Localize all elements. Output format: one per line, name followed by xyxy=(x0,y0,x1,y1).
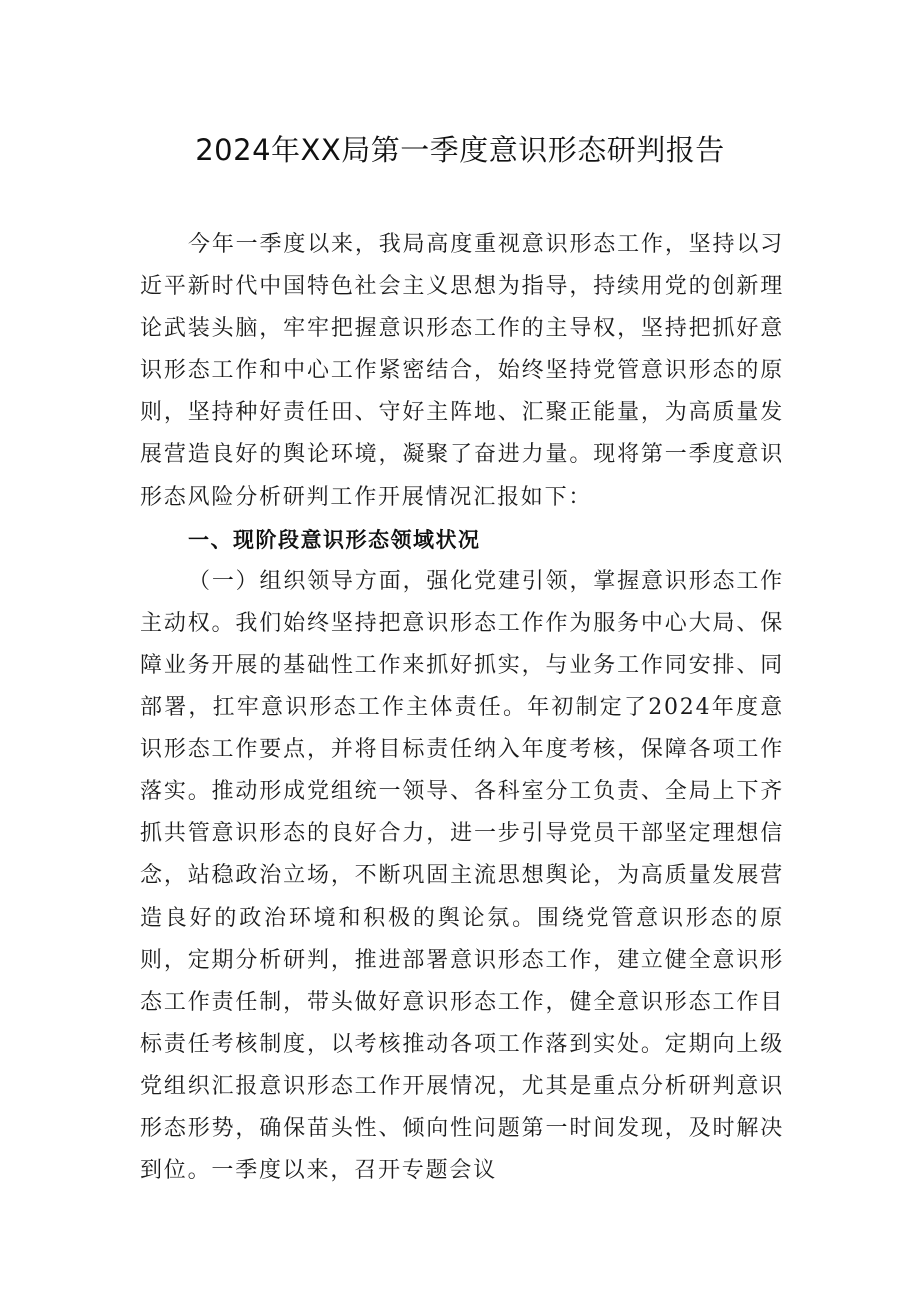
section-heading: 一、现阶段意识形态领域状况 xyxy=(188,527,481,552)
intro-paragraph: 今年一季度以来，我局高度重视意识形态工作，坚持以习近平新时代中国特色社会主义思想为指导，持续用党的创新理论武装头脑，牢牢把握意识形态工作的主导权，坚持把抓好意识形态工作和中心工作紧密结合，始终坚持党管意识形态的原则，坚持种好责任田、守好主阵地、汇聚正能量，为高质量发展营造良好的舆论环境，凝聚了奋进力量。现将第一季度意识形态风险分析研判工作开展情况汇报如下： xyxy=(140,232,784,510)
section-paragraph: （一）组织领导方面，强化党建引领，掌握意识形态工作主动权。我们始终坚持把意识形态工作作为服务中心大局、保障业务开展的基础性工作来抓好抓实，与业务工作同安排、同部署，扛牢意识形态工作主体责任。年初制定了2024年度意识形态工作要点，并将目标责任纳入年度考核，保障各项工作落实。推动形成党组统一领导、各科室分工负责、全局上下齐抓共管意识形态的良好合力，进一步引导党员干部坚定理想信念，站稳政治立场，不断巩固主流思想舆论，为高质量发展营造良好的政治环境和积极的舆论氛。围绕党管意识形态的原则，定期分析研判，推进部署意识形态工作，建立健全意识形态工作责任制，带头做好意识形态工作，健全意识形态工作目标责任考核制度，以考核推动各项工作落到实处。定期向上级党组织汇报意识形态工作开展情况，尤其是重点分析研判意识形态形势，确保苗头性、倾向性问题第一时间发现，及时解决到位。一季度以来，召开专题会议 xyxy=(140,568,784,1184)
document-title: 2024年XX局第一季度意识形态研判报告 xyxy=(195,133,725,167)
document-body xyxy=(140,224,784,1192)
